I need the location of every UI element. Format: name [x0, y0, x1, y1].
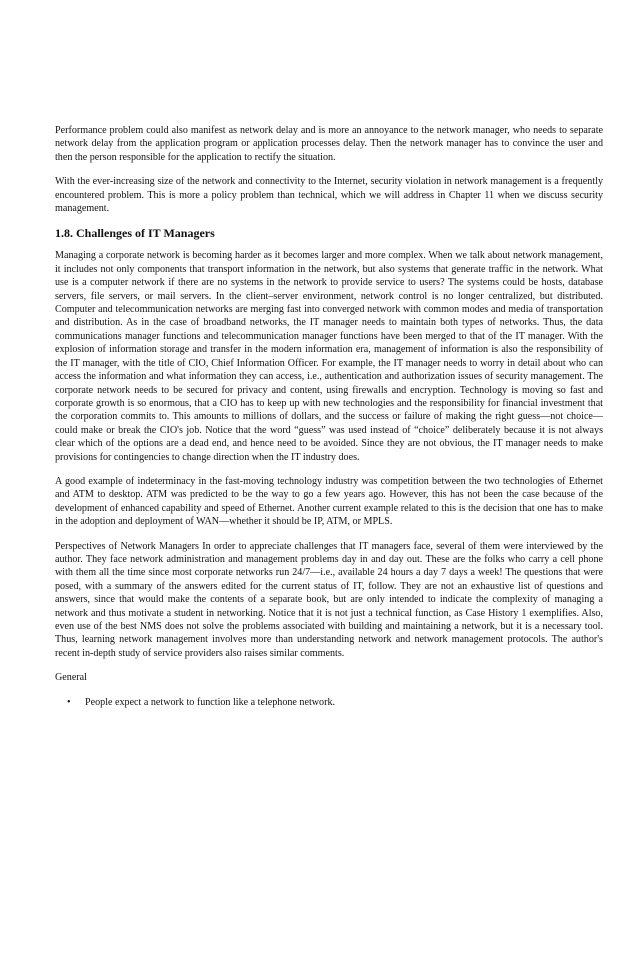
document-page — [55, 124, 603, 709]
section-paragraph-3: Perspectives of Network Managers In order to appreciate challenges that IT managers face, several of them were interviewed by the author. They face network administration and management problems day in and day out. These are the folks who carry a cell phone with them all the time since most corporate networks run 24/7—i.e., available 24 hours a day 7 days a week! The questions that were posed, with a summary of the answers edited for the current status of IT, follow. They are not an exhaustive list of questions and answers, since that would make the contents of a separate book, but are only intended to indicate the complexity of managing a network and thus motivate a student in networking. Notice that it is not just a technical function, as Case History 1 exemplifies. Also, even use of the best NMS does not solve the problems associated with building and maintaining a network, but it is a necessary tool. Thus, learning network management involves more than understanding network and network management protocols. The author's recent in-depth study of service providers also raises similar comments. — [55, 540, 603, 659]
section-paragraph-1: Managing a corporate network is becoming harder as it becomes larger and more complex. When we talk about network management, it includes not only components that transport information in the network, but also systems that generate traffic in the network. What use is a computer network if there are no systems in the network to provide service to users? The systems could be hosts, database servers, file servers, or mail servers. In the client–server environment, network control is no longer centralized, but distributed. Computer and telecommunication networks are merging fast into converged network with common modes and media of transportation and distribution. As in the case of broadband networks, the IT manager needs to maintain both types of networks. Thus, the data communications manager functions and telecommunication manager functions have been merged to that of the IT manager. With the explosion of information storage and transfer in the modern information era, management of information is also the responsibility of the IT manager, with the title of CIO, Chief Information Officer. For example, the IT manager needs to worry in detail about who can access the information and what information they can access, i.e., authentication and authorization issues of security management. The corporate network needs to be secured for privacy and content, using firewalls and encryption. Technology is moving so fast and corporate growth is so enormous, that a CIO has to keep up with new technologies and the responsibility for financial investment that the corporation commits to. This amounts to millions of dollars, and the success or failure of making the right guess—not choice—could make or break the CIO's job. Notice that the word “guess” was used instead of “choice” deliberately because it is not always clear which of the options are a dead end, and hence need to be avoided. Since they are not obvious, the IT manager needs to make provisions for contingencies to change direction when the IT industry does. — [55, 250, 603, 463]
section-paragraph-2: A good example of indeterminacy in the fast-moving technology industry was competition between the two technologies of Ethernet and ATM to desktop. ATM was predicted to be the way to go a few years ago. However, this has not been the case because of the development of enhanced capability and speed of Ethernet. Another current example related to this is the decision that one has to make in the adoption and deployment of WAN—whether it should be IP, ATM, or MPLS. — [55, 475, 603, 528]
list-item — [67, 696, 603, 709]
intro-paragraph-2: With the ever-increasing size of the network and connectivity to the Internet, security violation in network management is a frequently encountered problem. This is more a policy problem than technical, which we will address in Chapter 11 when we discuss security management. — [55, 176, 603, 215]
list-item-text: People expect a network to function like a telephone network. — [85, 696, 336, 708]
subheading-general: General — [55, 672, 87, 684]
bullet-list — [55, 696, 603, 709]
section-heading: 1.8. Challenges of IT Managers — [55, 226, 215, 241]
bullet-icon: • — [67, 696, 71, 708]
intro-paragraph-1: Performance problem could also manifest as network delay and is more an annoyance to the network manager, who needs to separate network delay from the application program or application processes delay. Then the network manager has to convince the user and then the person responsible for the application to rectify the situation. — [55, 125, 603, 163]
